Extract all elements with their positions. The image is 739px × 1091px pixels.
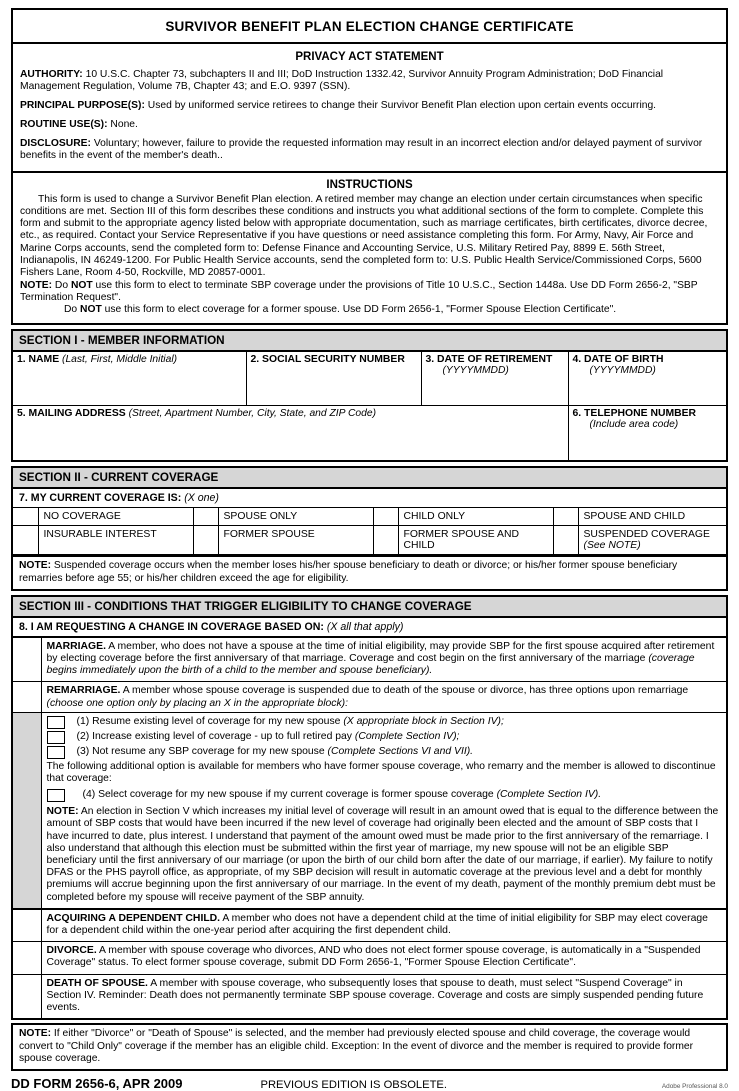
privacy-authority-label: AUTHORITY: bbox=[20, 69, 83, 80]
field-telephone[interactable] bbox=[568, 406, 726, 460]
privacy-purpose-label: PRINCIPAL PURPOSE(S): bbox=[20, 100, 145, 112]
remarriage-option-2-label: (2) Increase existing level of coverage - up to full retired pay bbox=[76, 730, 355, 742]
condition-marriage-text: A member, who does not have a spouse at the time of initial eligibility, may provide SBP for the first spouse acquired after retirement by electing coverage before the first anniversary of that marriage. Coverage and cost begin on the first anniversary of the marriage bbox=[46, 640, 715, 665]
instructions-heading: INSTRUCTIONS bbox=[326, 178, 413, 191]
condition-remarriage-label: REMARRIAGE. bbox=[46, 685, 121, 697]
field-mailing-address-hint: (Street, Apartment Number, City, State, and ZIP Code) bbox=[128, 408, 377, 420]
current-coverage-table bbox=[13, 508, 726, 556]
question-8-label bbox=[13, 618, 726, 638]
label-insurable-interest: INSURABLE INTEREST bbox=[38, 525, 193, 555]
question-7-text: 7. MY CURRENT COVERAGE IS: bbox=[19, 491, 182, 504]
section-3-heading: SECTION III - CONDITIONS THAT TRIGGER ELIGIBILITY TO CHANGE COVERAGE bbox=[11, 595, 728, 618]
field-date-birth-label: 4. DATE OF BIRTH bbox=[572, 353, 664, 365]
checkbox-insurable-interest[interactable] bbox=[13, 525, 38, 555]
field-telephone-label: 6. TELEPHONE NUMBER bbox=[572, 408, 697, 420]
remarriage-option-3-text bbox=[65, 746, 474, 758]
checkbox-former-spouse-and-child[interactable] bbox=[373, 525, 398, 555]
list-item bbox=[47, 789, 721, 802]
privacy-routine bbox=[20, 119, 719, 131]
label-suspended-coverage-hint: (See NOTE) bbox=[583, 540, 641, 552]
section-2-note bbox=[11, 557, 728, 590]
condition-remarriage-text: A member whose spouse coverage is suspended due to death of the spouse or divorce, has three options upon remarriage bbox=[120, 685, 689, 697]
label-child-only: CHILD ONLY bbox=[398, 508, 553, 526]
privacy-routine-label: ROUTINE USE(S): bbox=[20, 119, 108, 131]
remarriage-option-1-label: (1) Resume existing level of coverage for my new spouse bbox=[76, 715, 344, 727]
list-item bbox=[47, 731, 721, 744]
condition-remarriage bbox=[41, 682, 726, 712]
checkbox-remarriage-option-2[interactable] bbox=[47, 731, 65, 744]
instructions-note-post: use this form to elect to terminate SBP coverage under the provisions of Title 10 U.S.C., Section 1448a. Use DD Form 2656-2, "SBP Termination Request". bbox=[20, 279, 698, 303]
table-row bbox=[13, 638, 726, 682]
remarriage-option-1-italic: (X appropriate block in Section IV); bbox=[343, 715, 504, 727]
instructions-note-1 bbox=[20, 280, 719, 305]
label-former-spouse: FORMER SPOUSE bbox=[218, 525, 373, 555]
field-date-retirement-hint: (YYYYMMDD) bbox=[442, 364, 509, 376]
remarriage-options-group bbox=[41, 712, 726, 909]
table-row bbox=[13, 406, 726, 460]
field-name-hint: (Last, First, Middle Initial) bbox=[62, 353, 178, 365]
section-2-heading: SECTION II - CURRENT COVERAGE bbox=[11, 466, 728, 489]
question-7-label bbox=[13, 489, 726, 508]
remarriage-shade-strip bbox=[13, 712, 41, 909]
final-note-text: If either "Divorce" or "Death of Spouse" is selected, and the member had previously elected spouse and child coverage, the coverage would convert to "Child Only" coverage if the member has an eligible child. Exception: In the event of divorce and the member is required to provide former spouse coverage. bbox=[19, 1028, 694, 1064]
checkbox-remarriage[interactable] bbox=[13, 682, 41, 712]
remarriage-option-3-italic: (Complete Sections VI and VII). bbox=[327, 745, 474, 757]
table-row bbox=[13, 352, 726, 406]
footer-previous-edition: PREVIOUS EDITION IS OBSOLETE. bbox=[260, 1078, 448, 1091]
section-1-fields bbox=[11, 352, 728, 462]
privacy-act-heading: PRIVACY ACT STATEMENT bbox=[295, 51, 444, 63]
field-date-birth-hint: (YYYYMMDD) bbox=[589, 364, 656, 376]
table-row bbox=[13, 508, 726, 526]
footer-producer: Adobe Professional 8.0 bbox=[661, 1082, 728, 1090]
remarriage-option-2-text bbox=[65, 731, 460, 743]
remarriage-option-4-text bbox=[65, 789, 602, 801]
table-row bbox=[13, 942, 726, 974]
privacy-act-section bbox=[11, 44, 728, 173]
instructions-body: This form is used to change a Survivor Benefit Plan election. A retired member may change an election under certain circumstances when specific conditions are met. Section III of this form describes these conditions and instructs you what additional sections of the form to complete. Complete this form and submit to the appropriate agency listed below with appropriate documentation, such as marriage certificates, birth certificates, divorce decree, etc., as required. Contact your Service Representative if you have questions or need assistance completing this form. For Army, Navy, Air Force and Marine Corps accounts, send the completed form to: Defense Finance and Accounting Service, U.S. Military Retired Pay, 8899 E. 56th Street, Indianapolis, IN 46249-1200. For Public Health Service accounts, send the completed form to: U.S. Public Health Service/Commissioned Corps, 5600 Fishers Lane, Room 4-50, Rockville, MD 20857-0001. bbox=[20, 193, 708, 279]
section-1-heading: SECTION I - MEMBER INFORMATION bbox=[11, 329, 728, 352]
checkbox-spouse-and-child[interactable] bbox=[553, 508, 578, 526]
instructions-section bbox=[11, 173, 728, 325]
privacy-routine-text: None. bbox=[110, 119, 138, 131]
remarriage-option-3-label: (3) Not resume any SBP coverage for my new spouse bbox=[76, 745, 328, 757]
remarriage-option-2-italic: (Complete Section IV); bbox=[354, 730, 460, 742]
footer-form-number-text: DD FORM 2656-6, bbox=[11, 1075, 120, 1091]
checkbox-marriage[interactable] bbox=[13, 638, 41, 682]
checkbox-child-only[interactable] bbox=[373, 508, 398, 526]
instructions-note-label: NOTE: bbox=[20, 279, 53, 291]
checkbox-remarriage-option-1[interactable] bbox=[47, 716, 65, 729]
remarriage-note-text: An election in Section V which increases my initial level of coverage will result in an amount owed that is equal to the difference between the amount of SBP costs that would have been incurred if the new level of coverage had originally been elected and the amount of SBP costs that I have incurred to date, plus interest. I understand that payment of the amount owed must be made prior to the first anniversary of the remarriage. I also understand that although this election must be submitted within the first year of marriage, my new spouse will not be an eligible SBP beneficiary until the first anniversary of our marriage (or upon the birth of our child born after the date of our marriage, if earlier). My failure to notify DFAS or the PHS payroll office, as appropriate, of my SBP decision will result in automatic coverage at the previous level and a debt for monthly premiums will accrue beginning upon the first anniversary of our marriage. In the event of my death, payment of the monthly premium debt must be completed before my spouse will receive payment of the SBP annuity. bbox=[46, 806, 719, 903]
conditions-table bbox=[13, 638, 726, 1018]
privacy-disclosure-text: Voluntary; however, failure to provide the requested information may result in an incorrect election and/or delayed payment of survivor benefits in the event of the member's death.. bbox=[20, 138, 703, 162]
final-note-label: NOTE: bbox=[19, 1028, 52, 1040]
page-title: SURVIVOR BENEFIT PLAN ELECTION CHANGE CERTIFICATE bbox=[11, 8, 728, 44]
member-info-table bbox=[13, 352, 726, 460]
condition-marriage bbox=[41, 638, 726, 682]
remarriage-option-4-label: (4) Select coverage for my new spouse if my current coverage is former spouse coverage bbox=[82, 789, 497, 801]
question-7-hint: (X one) bbox=[184, 491, 219, 504]
question-8-hint: (X all that apply) bbox=[326, 620, 404, 633]
condition-divorce-label: DIVORCE. bbox=[46, 945, 97, 957]
checkbox-remarriage-option-3[interactable] bbox=[47, 746, 65, 759]
field-mailing-address-label: 5. MAILING ADDRESS bbox=[17, 408, 126, 420]
label-former-spouse-and-child: FORMER SPOUSE AND CHILD bbox=[398, 525, 553, 555]
privacy-purpose-text: Used by uniformed service retirees to change their Survivor Benefit Plan election upon certain events occurring. bbox=[147, 100, 657, 112]
checkbox-no-coverage[interactable] bbox=[13, 508, 38, 526]
instructions-note-pre: Do bbox=[52, 279, 71, 291]
footer-form-date: APR 2009 bbox=[122, 1075, 183, 1091]
checkbox-remarriage-option-4[interactable] bbox=[47, 789, 65, 802]
table-row bbox=[13, 712, 726, 909]
condition-remarriage-italic: (choose one option only by placing an X in the appropriate block): bbox=[46, 697, 349, 709]
remarriage-note bbox=[47, 806, 721, 904]
checkbox-divorce[interactable] bbox=[13, 942, 41, 974]
field-telephone-hint: (Include area code) bbox=[589, 419, 679, 431]
condition-divorce bbox=[41, 942, 726, 974]
condition-death-of-spouse-label: DEATH OF SPOUSE. bbox=[46, 977, 148, 989]
label-suspended-coverage bbox=[578, 525, 726, 555]
remarriage-option-4-italic: (Complete Section IV). bbox=[496, 789, 602, 801]
section-3-body bbox=[11, 618, 728, 1020]
privacy-authority bbox=[20, 69, 719, 93]
privacy-disclosure bbox=[20, 138, 719, 162]
section-3-final-note bbox=[11, 1023, 728, 1071]
table-row bbox=[13, 525, 726, 555]
instructions-note2-post: use this form to elect coverage for a former spouse. Use DD Form 2656-1, "Former Spouse Election Certificate". bbox=[101, 304, 617, 316]
remarriage-additional-intro: The following additional option is available for members who have former spouse coverage, who remarry and the member is allowed to discontinue that coverage: bbox=[46, 760, 716, 785]
question-8-text: 8. I AM REQUESTING A CHANGE IN COVERAGE BASED ON: bbox=[19, 620, 324, 633]
condition-divorce-text: A member with spouse coverage who divorces, AND who does not elect former spouse coverage, is automatically in a "Suspended Coverage" status. To elect former spouse coverage, submit DD Form 2656-1, "Former Spouse Election Certificate". bbox=[46, 945, 701, 969]
privacy-disclosure-label: DISCLOSURE: bbox=[20, 138, 91, 150]
condition-death-of-spouse bbox=[41, 974, 726, 1018]
checkbox-suspended-coverage[interactable] bbox=[553, 525, 578, 555]
table-row bbox=[13, 974, 726, 1018]
label-spouse-and-child: SPOUSE AND CHILD bbox=[578, 508, 726, 526]
field-date-retirement-label: 3. DATE OF RETIREMENT bbox=[425, 353, 553, 365]
privacy-authority-text: 10 U.S.C. Chapter 73, subchapters II and III; DoD Instruction 1332.42, Survivor Annuity Program Administration; DoD Financial Management Regulation, Volume 7B, Chapter 43; and E.O. 9397 (SSN). bbox=[20, 69, 664, 93]
list-item bbox=[47, 746, 721, 759]
list-item bbox=[47, 716, 721, 729]
label-suspended-coverage-text: SUSPENDED COVERAGE bbox=[583, 528, 710, 540]
remarriage-note-label: NOTE: bbox=[46, 806, 79, 818]
instructions-note-2 bbox=[20, 304, 719, 316]
field-date-birth[interactable] bbox=[568, 352, 726, 406]
instructions-note-not: NOT bbox=[70, 279, 93, 291]
footer-form-number bbox=[11, 1076, 183, 1091]
form-footer bbox=[11, 1076, 728, 1091]
label-no-coverage: NO COVERAGE bbox=[38, 508, 193, 526]
checkbox-former-spouse[interactable] bbox=[193, 525, 218, 555]
checkbox-acquiring-dependent-child[interactable] bbox=[13, 909, 41, 942]
label-spouse-only: SPOUSE ONLY bbox=[218, 508, 373, 526]
field-ssn-label: 2. SOCIAL SECURITY NUMBER bbox=[250, 353, 405, 365]
remarriage-option-1-text bbox=[65, 716, 504, 728]
instructions-note2-pre: Do bbox=[64, 304, 81, 316]
section-2-body bbox=[11, 489, 728, 558]
condition-acquiring-child-text: A member who does not have a dependent child at the time of initial eligibility for SBP may elect coverage for a dependent child within the one-year period after acquiring the first dependent child. bbox=[46, 912, 708, 937]
table-row bbox=[13, 909, 726, 942]
condition-marriage-label: MARRIAGE. bbox=[46, 640, 106, 652]
section-2-note-label: NOTE: bbox=[19, 560, 52, 572]
instructions-note2-not: NOT bbox=[80, 304, 102, 316]
field-ssn[interactable] bbox=[246, 352, 421, 406]
condition-acquiring-child-label: ACQUIRING A DEPENDENT CHILD. bbox=[46, 912, 221, 924]
checkbox-spouse-only[interactable] bbox=[193, 508, 218, 526]
field-date-retirement[interactable] bbox=[421, 352, 568, 406]
checkbox-death-of-spouse[interactable] bbox=[13, 974, 41, 1018]
privacy-purpose bbox=[20, 100, 719, 112]
condition-acquiring-child bbox=[41, 909, 726, 942]
condition-marriage-italic: (coverage begins immediately upon the birth of a child to the member and spouse beneficiary). bbox=[46, 653, 695, 677]
condition-death-of-spouse-text: A member with spouse coverage, who subsequently loses that spouse to death, must select "Suspend Coverage" in Section IV. Reminder: Death does not permanently terminate SBP spouse coverage. Coverage and costs are simply suspended pending future events. bbox=[46, 977, 704, 1014]
table-row bbox=[13, 682, 726, 712]
field-name[interactable] bbox=[13, 352, 246, 406]
section-2-note-text: Suspended coverage occurs when the member loses his/her spouse beneficiary to death or divorce; or his/her former spouse beneficiary remarries before age 55; or his/her children exceed the age for eligibility. bbox=[19, 560, 678, 584]
field-name-label: 1. NAME bbox=[17, 353, 60, 365]
field-mailing-address[interactable] bbox=[13, 406, 568, 460]
